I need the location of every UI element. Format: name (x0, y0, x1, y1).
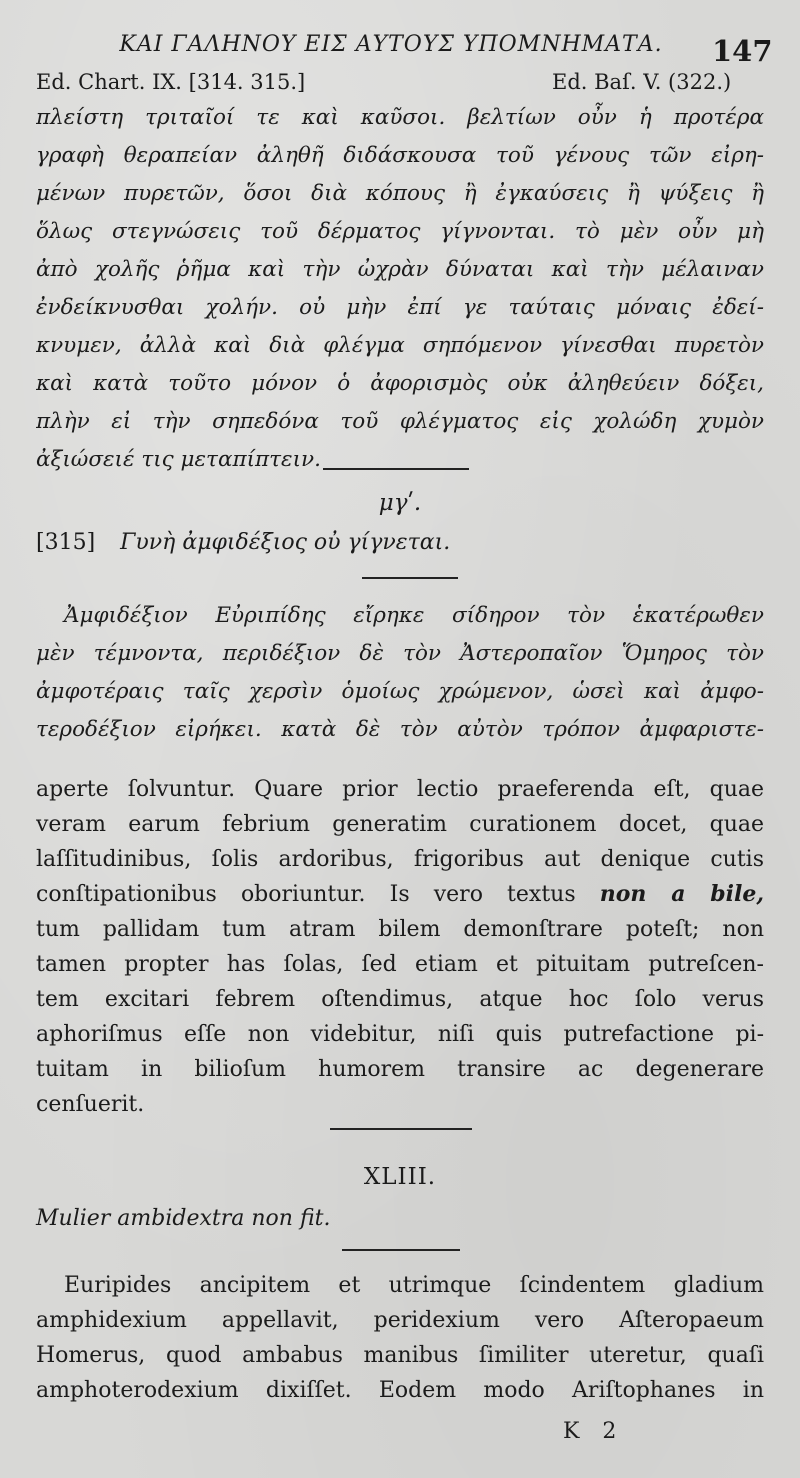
text-line: καὶ κατὰ τοῦτο μόνον ὁ ἀφορισμὸς οὐκ ἀληθεύειν δόξει, (36, 371, 764, 396)
section-divider (330, 1128, 472, 1130)
text-line: πλείστη τριταῖοί τε καὶ καῦσοι. βελτίων οὖν ἡ προτέρα (36, 105, 764, 130)
text-line: tem excitari febrem oſtendimus, atque hoc ſolo verus (36, 987, 764, 1012)
text-line: τεροδέξιον εἰρήκει. κατὰ δὲ τὸν αὐτὸν τρόπον ἀμφαριστε- (36, 717, 764, 742)
aphorism-text: Γυνὴ ἀμφιδέξιος οὐ γίγνεται. (120, 530, 451, 555)
latin-section-number: XLIII. (363, 1164, 437, 1190)
running-title: ΚΑΙ ΓΑΛΗΝΟΥ ΕΙΣ ΑΥΤΟΥΣ ΥΠΟΜΝΗΜΑΤΑ. (119, 32, 663, 57)
text-line: ἀμφοτέραις ταῖς χερσὶν ὁμοίως χρώμενον, ὡσεὶ καὶ ἀμφο- (36, 679, 764, 704)
latin-commentary-paragraph (36, 1268, 764, 1408)
greek-aphorism (36, 530, 450, 555)
greek-commentary-paragraph (36, 99, 764, 479)
page-reference: [315] (36, 530, 96, 555)
section-divider (362, 577, 458, 579)
text-line: μὲν τέμνοντα, περιδέξιον δὲ τὸν Ἀστεροπαῖον Ὅμηρος τὸν (36, 641, 764, 666)
text-line: γραφὴ θεραπείαν ἀληθῆ διδάσκουσα τοῦ γένους τῶν εἰρη- (36, 143, 764, 168)
text-line: tamen propter has ſolas, ſed etiam et pituitam putreſcen- (36, 952, 764, 977)
text-line: tuitam in bilioſum humorem transire ac degenerare (36, 1057, 764, 1082)
text-line: Euripides ancipitem et utrimque ſcindentem gladium (64, 1273, 764, 1298)
text-line: Homerus, quod ambabus manibus ſimiliter uteretur, quaſi (36, 1343, 764, 1368)
text-line: veram earum febrium generatim curationem docet, quae (36, 812, 764, 837)
text-line: cenſuerit. (36, 1092, 145, 1117)
text-line: πλὴν εἰ τὴν σηπεδόνα τοῦ φλέγματος εἰς χολώδη χυμὸν (36, 409, 764, 434)
text-line: κνυμεν, ἀλλὰ καὶ διὰ φλέγμα σηπόμενον γίνεσθαι πυρετὸν (36, 333, 764, 358)
page-number: 147 (712, 34, 773, 68)
text-line: Ἀμφιδέξιον Εὐριπίδης εἴρηκε σίδηρον τὸν ἑκατέρωθεν (64, 603, 764, 628)
latin-commentary-paragraph (36, 772, 764, 1122)
section-divider (323, 468, 469, 470)
text-line-with-emphasis (36, 877, 764, 912)
text-line: ἀξιώσειέ τις μεταπίπτειν. (36, 447, 321, 472)
text-line: tum pallidam tum atram bilem demonſtrare poteſt; non (36, 917, 764, 942)
signature-mark: K 2 (563, 1419, 625, 1444)
greek-commentary-paragraph (36, 597, 764, 749)
text-line: aphoriſmus eſſe non videbitur, niſi quis putrefactione pi- (36, 1022, 764, 1047)
text-line: aperte ſolvuntur. Quare prior lectio praeferenda eſt, quae (36, 777, 764, 802)
latin-aphorism: Mulier ambidextra non fit. (36, 1206, 331, 1231)
edition-reference-right: Ed. Baſ. V. (322.) (552, 70, 732, 94)
emphasized-phrase: non a bile, (599, 881, 764, 907)
greek-section-number: μγʹ. (378, 490, 422, 516)
text-line: laſſitudinibus, ſolis ardoribus, frigoribus aut denique cutis (36, 847, 764, 872)
text-line: ἐνδείκνυσθαι χολήν. οὐ μὴν ἐπί γε ταύταις μόναις ἐδεί- (36, 295, 764, 320)
section-divider (342, 1249, 460, 1251)
text-line: μένων πυρετῶν, ὅσοι διὰ κόπους ἢ ἐγκαύσεις ἢ ψύξεις ἢ (36, 181, 764, 206)
text-line: amphoterodexium dixiſſet. Eodem modo Ariſtophanes in (36, 1378, 764, 1403)
text-line: ὅλως στεγνώσεις τοῦ δέρματος γίγνονται. τὸ μὲν οὖν μὴ (36, 219, 764, 244)
text-line: ἀπὸ χολῆς ῥῆμα καὶ τὴν ὠχρὰν δύναται καὶ τὴν μέλαιναν (36, 257, 764, 282)
text-segment: conſtipationibus oboriuntur. Is vero textus (36, 882, 600, 907)
edition-reference-left: Ed. Chart. IX. [314. 315.] (36, 70, 306, 94)
text-line: amphidexium appellavit, peridexium vero Aſteropaeum (36, 1308, 764, 1333)
